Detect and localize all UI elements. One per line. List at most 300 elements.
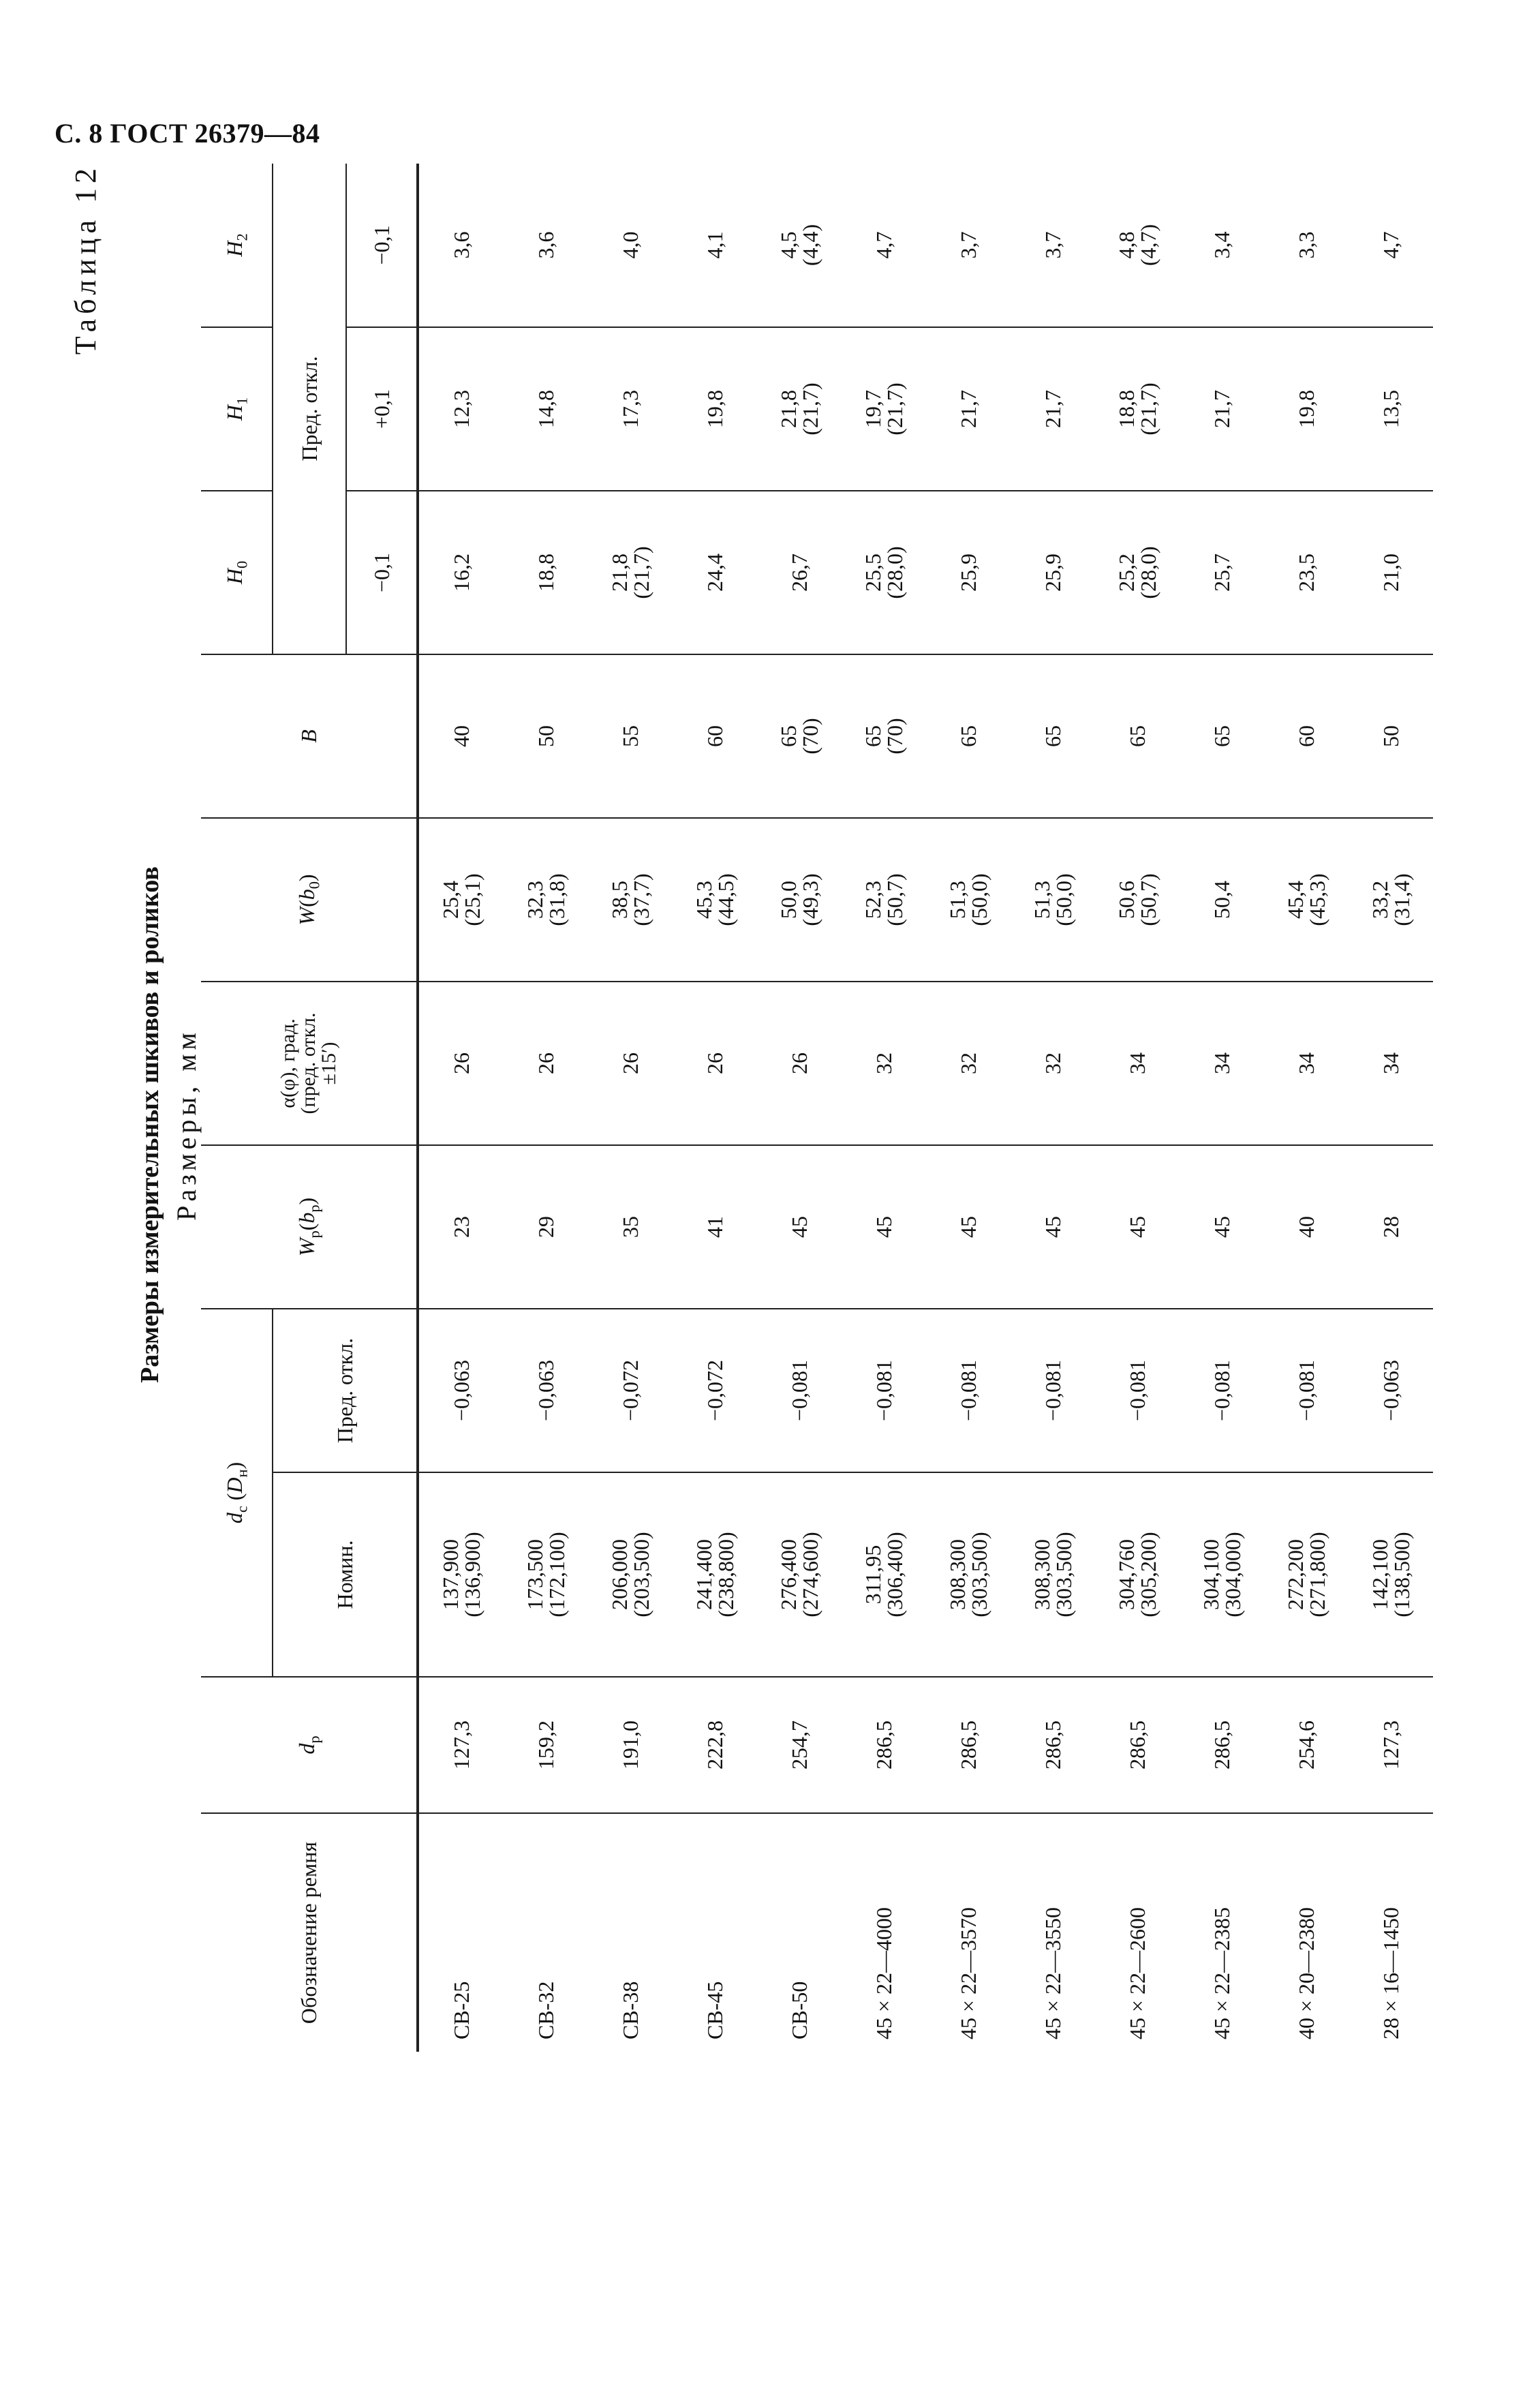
alpha-cell	[504, 982, 588, 1145]
h2-cell-value: 4,7	[872, 231, 896, 259]
wp-cell-value: 45	[956, 1215, 981, 1238]
table-row	[842, 164, 926, 2052]
belt-cell	[588, 1813, 673, 2052]
dp-cell-value: 127,3	[1379, 1720, 1403, 1770]
wp-cell-value: 45	[1041, 1215, 1065, 1238]
dc-nom-cell-value: 308,300	[945, 1539, 970, 1610]
dp-cell-value: 286,5	[872, 1720, 896, 1770]
dp-cell-value: 286,5	[1041, 1720, 1065, 1770]
wp-cell	[1349, 1145, 1433, 1309]
b-cell	[1180, 654, 1264, 818]
dc-nom-cell-value: 276,400	[776, 1539, 801, 1610]
dp-cell	[588, 1677, 673, 1813]
dc-tol-cell-value: −0,081	[956, 1359, 981, 1422]
h2-cell	[504, 164, 588, 327]
alpha-cell-value: 34	[1210, 1052, 1234, 1074]
wp-cell	[673, 1145, 757, 1309]
alpha-cell	[418, 982, 504, 1145]
belt-cell	[1180, 1813, 1264, 2052]
dc-tol-cell-value: −0,081	[1294, 1359, 1319, 1422]
h0-cell-value: 24,4	[703, 553, 727, 592]
alpha-cell	[673, 982, 757, 1145]
h2-cell-value: 3,6	[534, 231, 558, 259]
dc-nom-cell	[1011, 1472, 1095, 1677]
header-alpha-line3: ±15′)	[318, 1042, 340, 1085]
h1-cell-value: 21,7	[956, 389, 981, 428]
h1-cell-alt-value: (21,7)	[1136, 382, 1160, 436]
wp-cell	[1095, 1145, 1180, 1309]
w-cell-alt-value: (31,4)	[1389, 873, 1414, 926]
h2-cell	[588, 164, 673, 327]
page-header: С. 8 ГОСТ 26379—84	[55, 118, 320, 149]
w-cell	[588, 818, 673, 982]
alpha-cell-value: 32	[956, 1052, 981, 1074]
h1-cell	[673, 327, 757, 491]
alpha-cell	[757, 982, 842, 1145]
header-h1: $H_1$	[201, 327, 273, 491]
dc-nom-cell-alt-value: (304,000)	[1220, 1532, 1245, 1618]
dc-nom-cell	[1095, 1472, 1180, 1677]
h2-cell-value: 3,7	[1041, 231, 1065, 259]
belt-cell-value: 45 × 22—3550	[1041, 1907, 1065, 2039]
belt-cell	[926, 1813, 1011, 2052]
table-row	[1095, 164, 1180, 2052]
h1-cell-value: 21,7	[1210, 389, 1234, 428]
h0-cell	[1011, 491, 1095, 654]
wp-cell-value: 23	[449, 1215, 474, 1238]
dc-tol-cell	[1264, 1309, 1349, 1472]
h0-cell-value: 25,7	[1210, 553, 1234, 592]
dc-tol-cell-value: −0,072	[703, 1359, 727, 1422]
dc-nom-cell	[504, 1472, 588, 1677]
dp-cell-value: 127,3	[449, 1720, 474, 1770]
w-cell-alt-value: (49,3)	[798, 873, 822, 926]
dc-tol-cell	[504, 1309, 588, 1472]
belt-cell	[842, 1813, 926, 2052]
table-units: Размеры, мм	[171, 1029, 202, 1221]
h1-cell	[926, 327, 1011, 491]
h0-cell	[504, 491, 588, 654]
dc-nom-cell	[588, 1472, 673, 1677]
h2-cell-value: 4,1	[703, 231, 727, 259]
h2-cell	[418, 164, 504, 327]
alpha-cell	[1095, 982, 1180, 1145]
dp-cell	[1180, 1677, 1264, 1813]
w-cell	[418, 818, 504, 982]
header-tol-h1: +0,1	[346, 327, 418, 491]
wp-cell	[1180, 1145, 1264, 1309]
b-cell-value: 65	[956, 725, 981, 747]
dc-nom-cell-alt-value: (274,600)	[798, 1532, 822, 1618]
w-cell	[757, 818, 842, 982]
h1-cell-alt-value: (21,7)	[882, 382, 907, 436]
alpha-cell	[1349, 982, 1433, 1145]
alpha-cell	[926, 982, 1011, 1145]
h1-cell	[1349, 327, 1433, 491]
alpha-cell	[1011, 982, 1095, 1145]
h2-cell	[1180, 164, 1264, 327]
table-body	[418, 164, 1433, 2052]
belt-cell	[1264, 1813, 1349, 2052]
wp-cell	[926, 1145, 1011, 1309]
alpha-cell-value: 32	[872, 1052, 896, 1074]
wp-cell-value: 29	[534, 1215, 558, 1238]
wp-cell-value: 35	[618, 1215, 643, 1238]
h2-cell	[673, 164, 757, 327]
w-cell-value: 50,6	[1114, 880, 1139, 919]
h0-cell-value: 23,5	[1294, 553, 1319, 592]
h0-cell	[1095, 491, 1180, 654]
h0-cell-value: 16,2	[449, 553, 474, 592]
header-alpha	[201, 982, 418, 1145]
b-cell-value: 40	[449, 725, 474, 747]
table-row	[1349, 164, 1433, 2052]
header-alpha-line2: (пред. откл.	[297, 1012, 320, 1114]
dc-tol-cell	[588, 1309, 673, 1472]
alpha-cell	[1180, 982, 1264, 1145]
dc-tol-cell	[418, 1309, 504, 1472]
dc-nom-cell-alt-value: (203,500)	[629, 1532, 653, 1618]
table-row	[588, 164, 673, 2052]
alpha-cell	[1264, 982, 1349, 1145]
alpha-cell	[842, 982, 926, 1145]
belt-cell	[757, 1813, 842, 2052]
alpha-cell-value: 26	[618, 1052, 643, 1074]
belt-cell	[1349, 1813, 1433, 2052]
table-row	[926, 164, 1011, 2052]
wp-cell	[504, 1145, 588, 1309]
b-cell	[1349, 654, 1433, 818]
dc-tol-cell	[926, 1309, 1011, 1472]
wp-cell-value: 41	[703, 1215, 727, 1238]
w-cell	[1264, 818, 1349, 982]
dc-nom-cell-value: 173,500	[523, 1539, 547, 1610]
h0-cell	[418, 491, 504, 654]
dp-cell-value: 254,7	[787, 1720, 812, 1770]
wp-cell-value: 45	[1125, 1215, 1150, 1238]
alpha-cell-value: 34	[1379, 1052, 1403, 1074]
dp-cell	[926, 1677, 1011, 1813]
dc-tol-cell	[1180, 1309, 1264, 1472]
belt-cell	[418, 1813, 504, 2052]
b-cell-value: 55	[618, 725, 643, 747]
dc-nom-cell-alt-value: (303,500)	[1051, 1532, 1076, 1618]
dc-nom-cell	[1349, 1472, 1433, 1677]
h2-cell	[1264, 164, 1349, 327]
w-cell-alt-value: (50,0)	[1051, 873, 1076, 926]
h1-cell	[1264, 327, 1349, 491]
dp-cell-value: 222,8	[703, 1720, 727, 1770]
h2-cell-value: 4,0	[618, 231, 643, 259]
dc-nom-cell-alt-value: (172,100)	[544, 1532, 569, 1618]
dc-tol-cell-value: −0,081	[1125, 1359, 1150, 1422]
h1-cell-value: 17,3	[618, 389, 643, 428]
w-cell-alt-value: (25,1)	[460, 873, 484, 926]
dp-cell-value: 159,2	[534, 1720, 558, 1770]
dp-cell	[673, 1677, 757, 1813]
wp-cell	[757, 1145, 842, 1309]
dp-cell	[418, 1677, 504, 1813]
dp-cell	[842, 1677, 926, 1813]
alpha-cell-value: 34	[1294, 1052, 1319, 1074]
h0-cell	[588, 491, 673, 654]
h0-cell-value: 21,8	[607, 553, 632, 592]
wp-cell	[588, 1145, 673, 1309]
h2-cell	[926, 164, 1011, 327]
dc-tol-cell	[1095, 1309, 1180, 1472]
wp-cell	[1011, 1145, 1095, 1309]
dc-tol-cell	[1349, 1309, 1433, 1472]
h1-cell	[1011, 327, 1095, 491]
wp-cell-value: 45	[1210, 1215, 1234, 1238]
h1-cell-value: 19,8	[1294, 389, 1319, 428]
h0-cell	[673, 491, 757, 654]
b-cell	[1264, 654, 1349, 818]
h0-cell-alt-value: (28,0)	[882, 546, 907, 599]
wp-cell	[418, 1145, 504, 1309]
dc-nom-cell-value: 311,95	[861, 1545, 885, 1605]
belt-cell-value: СВ-45	[703, 1981, 727, 2039]
b-cell-alt-value: (70)	[882, 718, 907, 755]
belt-cell-value: 45 × 22—2385	[1210, 1907, 1234, 2039]
dp-cell-value: 286,5	[956, 1720, 981, 1770]
h2-cell-alt-value: (4,4)	[798, 224, 822, 267]
h1-cell	[842, 327, 926, 491]
dc-tol-cell-value: −0,081	[787, 1359, 812, 1422]
dp-cell-value: 286,5	[1210, 1720, 1234, 1770]
dc-nom-cell-alt-value: (306,400)	[882, 1532, 907, 1618]
w-cell-value: 50,4	[1210, 880, 1234, 919]
h2-cell	[1095, 164, 1180, 327]
header-h2: $H_2$	[201, 164, 273, 327]
h1-cell-value: 19,7	[861, 389, 885, 428]
b-cell-value: 65	[1210, 725, 1234, 747]
h0-cell	[1180, 491, 1264, 654]
alpha-cell-value: 26	[449, 1052, 474, 1074]
h0-cell	[1264, 491, 1349, 654]
dc-nom-cell	[1264, 1472, 1349, 1677]
header-w: $W(b_0)$	[201, 818, 418, 982]
b-cell	[504, 654, 588, 818]
header-dc-nom: Номин.	[273, 1472, 418, 1677]
h0-cell-value: 21,0	[1379, 553, 1403, 592]
dc-tol-cell	[842, 1309, 926, 1472]
header-pred-group: Пред. откл.	[273, 164, 346, 654]
h1-cell	[1095, 327, 1180, 491]
belt-cell	[1011, 1813, 1095, 2052]
belt-cell	[673, 1813, 757, 2052]
dc-tol-cell-value: −0,081	[1041, 1359, 1065, 1422]
belt-cell-value: 40 × 20—2380	[1294, 1907, 1319, 2039]
h0-cell-value: 25,9	[1041, 553, 1065, 592]
belt-cell-value: СВ-25	[449, 1981, 474, 2039]
h0-cell-alt-value: (28,0)	[1136, 546, 1160, 599]
h1-cell	[588, 327, 673, 491]
wp-cell-value: 45	[787, 1215, 812, 1238]
alpha-cell	[588, 982, 673, 1145]
b-cell-value: 65	[1041, 725, 1065, 747]
w-cell	[1180, 818, 1264, 982]
dc-nom-cell	[757, 1472, 842, 1677]
table-row	[418, 164, 504, 2052]
w-cell	[926, 818, 1011, 982]
h1-cell-value: 13,5	[1379, 389, 1403, 428]
alpha-cell-value: 26	[787, 1052, 812, 1074]
h2-cell	[1011, 164, 1095, 327]
dp-cell	[1011, 1677, 1095, 1813]
dp-cell-value: 191,0	[618, 1720, 643, 1770]
w-cell-value: 51,3	[945, 880, 970, 919]
dc-nom-cell-alt-value: (303,500)	[967, 1532, 991, 1618]
h0-cell	[926, 491, 1011, 654]
w-cell-alt-value: (31,8)	[544, 873, 569, 926]
wp-cell	[842, 1145, 926, 1309]
dc-tol-cell-value: −0,063	[534, 1359, 558, 1422]
w-cell-value: 45,3	[692, 880, 716, 919]
dc-nom-cell-value: 142,100	[1368, 1539, 1392, 1610]
h1-cell-value: 19,8	[703, 389, 727, 428]
belt-cell-value: 45 × 22—2600	[1125, 1907, 1150, 2039]
header-dp: $d_p$	[201, 1677, 418, 1813]
header-h0: $H_0$	[201, 491, 273, 654]
b-cell-value: 65	[776, 725, 801, 747]
b-cell-value: 50	[534, 725, 558, 747]
alpha-cell-value: 34	[1125, 1052, 1150, 1074]
h2-cell-value: 3,3	[1294, 231, 1319, 259]
dc-nom-cell	[418, 1472, 504, 1677]
dc-tol-cell	[673, 1309, 757, 1472]
b-cell-alt-value: (70)	[798, 718, 822, 755]
h2-cell-value: 4,7	[1379, 231, 1403, 259]
h1-cell-value: 14,8	[534, 389, 558, 428]
table-row	[673, 164, 757, 2052]
b-cell	[673, 654, 757, 818]
w-cell	[504, 818, 588, 982]
h1-cell	[418, 327, 504, 491]
w-cell-value: 51,3	[1030, 880, 1054, 919]
table-row	[504, 164, 588, 2052]
dp-cell	[1349, 1677, 1433, 1813]
h1-cell	[757, 327, 842, 491]
h2-cell-alt-value: (4,7)	[1136, 224, 1160, 267]
alpha-cell-value: 26	[534, 1052, 558, 1074]
dc-nom-cell-alt-value: (305,200)	[1136, 1532, 1160, 1618]
alpha-cell-value: 26	[703, 1052, 727, 1074]
h0-cell-value: 26,7	[787, 553, 812, 592]
h2-cell-value: 4,8	[1114, 231, 1139, 259]
dc-nom-cell-value: 308,300	[1030, 1539, 1054, 1610]
header-wp: $W_p(b_p)$	[201, 1145, 418, 1309]
h2-cell-value: 3,7	[956, 231, 981, 259]
table-title: Размеры измерительных шкивов и роликов	[136, 866, 164, 1383]
dc-nom-cell-value: 206,000	[607, 1539, 632, 1610]
belt-cell-value: 28 × 16—1450	[1379, 1907, 1403, 2039]
dc-nom-cell-value: 304,100	[1199, 1539, 1223, 1610]
dc-nom-cell-alt-value: (136,900)	[460, 1532, 484, 1618]
dc-nom-cell-value: 241,400	[692, 1539, 716, 1610]
header-b: B	[201, 654, 418, 818]
w-cell-value: 38,5	[607, 880, 632, 919]
belt-cell-value: СВ-50	[787, 1981, 812, 2039]
w-cell-alt-value: (44,5)	[713, 873, 738, 926]
h2-cell-value: 3,6	[449, 231, 474, 259]
dp-cell-value: 254,6	[1294, 1720, 1319, 1770]
h1-cell	[1180, 327, 1264, 491]
h1-cell	[504, 327, 588, 491]
dc-nom-cell	[842, 1472, 926, 1677]
w-cell-value: 45,4	[1283, 880, 1308, 919]
b-cell	[1095, 654, 1180, 818]
dc-nom-cell-value: 272,200	[1283, 1539, 1308, 1610]
h1-cell-value: 21,8	[776, 389, 801, 428]
belt-cell-value: 45 × 22—3570	[956, 1907, 981, 2039]
w-cell-value: 32,3	[523, 880, 547, 919]
b-cell	[842, 654, 926, 818]
dp-cell-value: 286,5	[1125, 1720, 1150, 1770]
b-cell-value: 60	[703, 725, 727, 747]
dc-tol-cell-value: −0,081	[872, 1359, 896, 1422]
dc-tol-cell	[1011, 1309, 1095, 1472]
belt-cell	[1095, 1813, 1180, 2052]
w-cell	[842, 818, 926, 982]
b-cell	[757, 654, 842, 818]
header-alpha-line1: α(φ), град.	[277, 1018, 299, 1108]
belt-cell	[504, 1813, 588, 2052]
dc-tol-cell-value: −0,072	[618, 1359, 643, 1422]
table-row	[1011, 164, 1095, 2052]
belt-cell-value: СВ-38	[618, 1981, 643, 2039]
dc-nom-cell-value: 137,900	[438, 1539, 463, 1610]
belt-cell-value: 45 × 22—4000	[872, 1907, 896, 2039]
h2-cell	[842, 164, 926, 327]
dc-nom-cell	[673, 1472, 757, 1677]
h2-cell	[1349, 164, 1433, 327]
dimensions-table	[201, 164, 1433, 2052]
b-cell	[926, 654, 1011, 818]
dc-nom-cell	[1180, 1472, 1264, 1677]
w-cell-value: 52,3	[861, 880, 885, 919]
h1-cell-value: 21,7	[1041, 389, 1065, 428]
header-dc: $d_c$ $(D_н)$	[201, 1309, 273, 1677]
alpha-cell-value: 32	[1041, 1052, 1065, 1074]
wp-cell	[1264, 1145, 1349, 1309]
belt-cell-value: СВ-32	[534, 1981, 558, 2039]
table-label: Таблица 12	[69, 164, 102, 355]
header-tol-h0: −0,1	[346, 491, 418, 654]
h2-cell	[757, 164, 842, 327]
b-cell	[1011, 654, 1095, 818]
b-cell-value: 65	[1125, 725, 1150, 747]
b-cell-value: 50	[1379, 725, 1403, 747]
dp-cell	[1264, 1677, 1349, 1813]
table-row	[757, 164, 842, 2052]
dc-nom-cell-alt-value: (138,500)	[1389, 1532, 1414, 1618]
h1-cell-alt-value: (21,7)	[798, 382, 822, 436]
dc-nom-cell-alt-value: (271,800)	[1305, 1532, 1329, 1618]
table-row	[1264, 164, 1349, 2052]
h0-cell-alt-value: (21,7)	[629, 546, 653, 599]
dc-nom-cell-alt-value: (238,800)	[713, 1532, 738, 1618]
dc-nom-cell	[926, 1472, 1011, 1677]
rotated-table-block	[68, 164, 1414, 2086]
w-cell	[1349, 818, 1433, 982]
b-cell	[588, 654, 673, 818]
h0-cell-value: 25,9	[956, 553, 981, 592]
wp-cell-value: 45	[872, 1215, 896, 1238]
h0-cell-value: 18,8	[534, 553, 558, 592]
w-cell	[673, 818, 757, 982]
table-row	[1180, 164, 1264, 2052]
